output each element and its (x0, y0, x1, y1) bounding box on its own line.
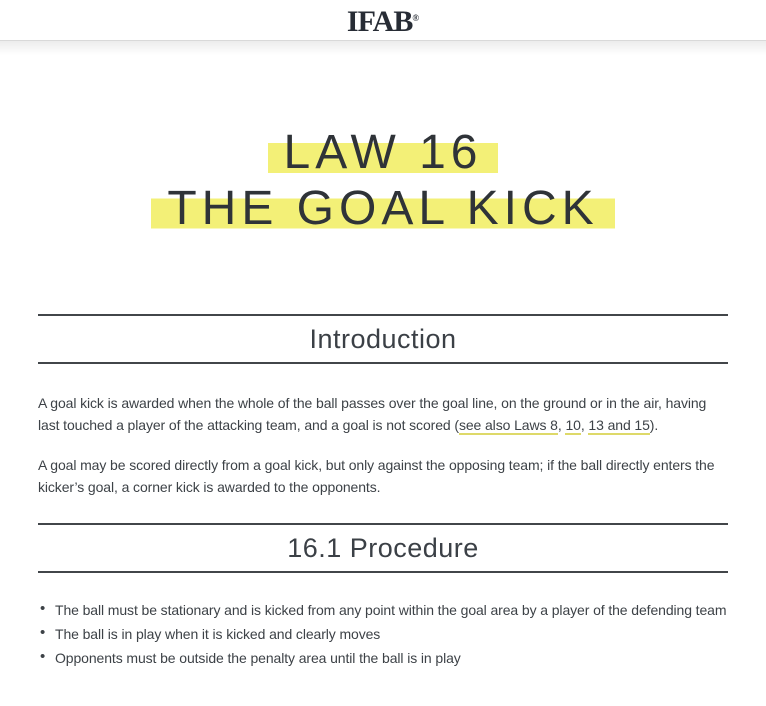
link-separator: , (580, 417, 589, 434)
header-shadow-divider (0, 41, 766, 55)
list-item: • The ball must be stationary and is kicked from any point within the goal area by a player of the defending team (38, 599, 728, 621)
procedure-section (38, 523, 728, 669)
list-item: • The ball is in play when it is kicked and clearly moves (38, 623, 728, 645)
main-content (38, 125, 728, 669)
page-title (38, 125, 728, 236)
ifab-logo[interactable] (347, 3, 419, 37)
site-header (0, 0, 766, 41)
procedure-list (38, 599, 728, 669)
title-line-law-name: THE GOAL KICK (151, 181, 614, 237)
introduction-section-header (38, 314, 728, 364)
registered-trademark-mark: ® (412, 13, 420, 23)
introduction-section (38, 314, 728, 498)
link-separator: , (557, 417, 566, 434)
paragraph-text: A goal kick is awarded when the whole of the ball passes over the goal line, on the ground or in the air, having last touched a player of the attacking team, and a goal is not scored ( (38, 395, 707, 434)
title-line-law-number: LAW 16 (268, 125, 499, 181)
procedure-heading: 16.1 Procedure (287, 533, 479, 564)
procedure-section-header (38, 523, 728, 573)
link-laws-8[interactable]: see also Laws 8 (458, 417, 558, 434)
ifab-logo-text: IFAB (346, 5, 413, 38)
introduction-heading: Introduction (309, 324, 457, 355)
link-laws-13-15[interactable]: 13 and 15 (588, 417, 650, 434)
paragraph-text: ). (649, 417, 659, 434)
list-item: • Opponents must be outside the penalty area until the ball is in play (38, 647, 728, 669)
introduction-paragraph-2: A goal may be scored directly from a goal kick, but only against the opposing team; if the ball directly enters the kicker’s goal, a corner kick is awarded to the opponents. (38, 457, 715, 496)
introduction-paragraph-1 (38, 392, 728, 436)
link-law-10[interactable]: 10 (565, 417, 581, 434)
